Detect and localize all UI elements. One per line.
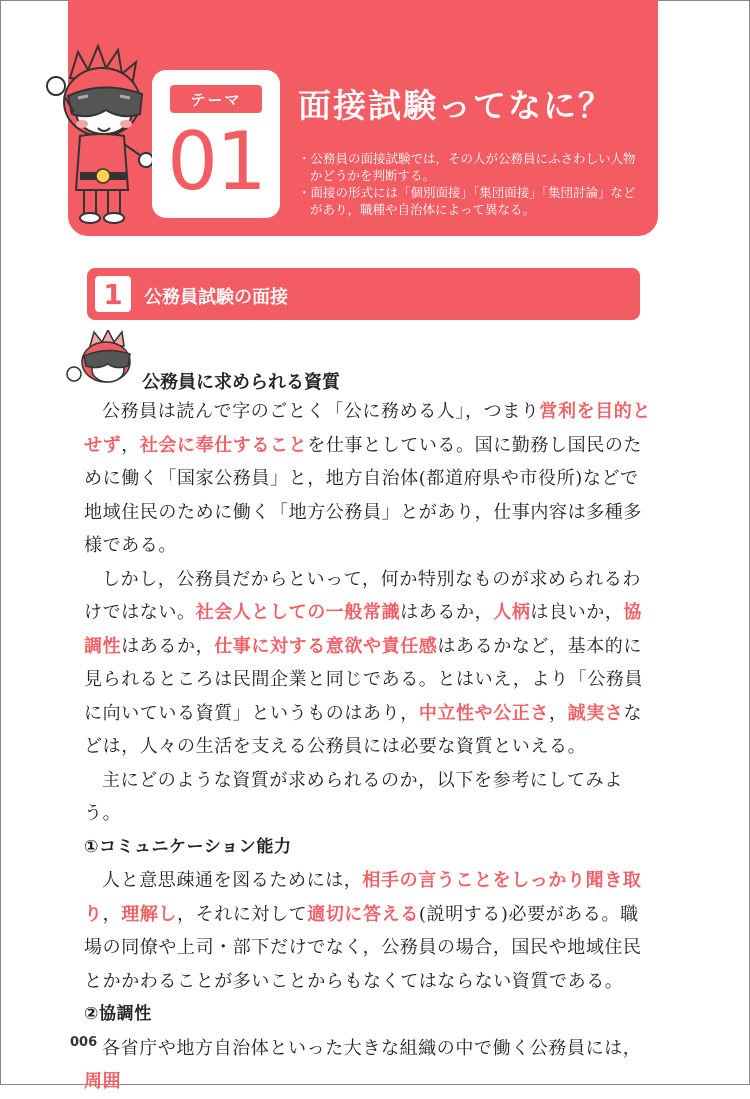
highlight-text: 誠実さ — [567, 702, 624, 724]
page-title: 面接試験ってなに？ — [298, 86, 613, 125]
text-run: ， — [102, 903, 122, 925]
text-run: はあるか， — [121, 635, 215, 657]
text-run: ， — [549, 702, 568, 724]
highlight-text: 中立性や公正さ — [418, 702, 550, 724]
paragraph: 主にどのような資質が求められるのか，以下を参考にしてみよう。 — [84, 769, 623, 824]
paragraph — [84, 395, 654, 563]
highlight-text: 仕事に対する意欲や責任感 — [214, 635, 438, 657]
text-run: などは，人々の生活を支える公務員には必要な資質といえる。 — [84, 702, 643, 757]
section-number: 1 — [95, 276, 131, 312]
highlight-text: 理解し — [121, 903, 178, 925]
text-run: ，それに対して — [177, 903, 308, 925]
page-number: 006 — [70, 1035, 98, 1050]
text-run: ， — [121, 434, 140, 456]
list-heading-communication: ①コミュニケーション能力 — [84, 836, 292, 857]
text-run: 公務員は読んで字のごとく「公に務める人」，つまり — [102, 401, 540, 422]
text-run: (説明する)必要がある。職場の同僚や上司・部下だけでなく，公務員の場合，国民や地域住民とかかわることが多いことからもなくてはならない資質である。 — [84, 903, 642, 992]
theme-number: 01 — [167, 115, 265, 208]
highlight-text: 社会人としての一般常識 — [195, 602, 401, 623]
highlight-text: 周囲 — [84, 1071, 122, 1092]
body-text — [84, 395, 654, 1099]
highlight-text: 営利を目的とせず — [84, 401, 652, 456]
paragraph — [84, 864, 654, 998]
list-heading-cooperation: ②協調性 — [84, 1004, 152, 1024]
text-run: を仕事としている。国に勤務し国民のために働く「国家公務員」と，地方自治体(都道府県や市役所)などで地域住民のために働く「地方公務員」とがあり，仕事内容は多種多様である。 — [84, 434, 643, 556]
highlight-text: 協調性 — [84, 602, 643, 657]
text-run: はあるか， — [400, 602, 494, 623]
highlight-text: 相手の言うことをしっかり聞き取り — [84, 870, 642, 925]
text-run: 人と意思疎通を図るためには， — [102, 870, 363, 891]
highlight-text: 適切に答える — [307, 903, 419, 925]
highlight-text: 社会に奉仕すること — [139, 434, 308, 456]
theme-label: テーマ — [170, 85, 262, 113]
mascot-monkey-illustration — [40, 40, 160, 225]
text-run: は良いか， — [530, 602, 624, 623]
text-run: しかし，公務員だからといって，何か特別なものが求められるわけではない。 — [84, 568, 642, 623]
paragraph — [84, 1032, 654, 1099]
summary-item: ・ 公務員の面接試験では，その人が公務員にふさわしい人物かどうかを判断する。 — [298, 150, 648, 184]
highlight-text: 人柄 — [493, 602, 531, 623]
text-run: 各省庁や地方自治体といった大きな組織の中で働く公務員には， — [102, 1037, 642, 1059]
section-title: 公務員試験の面接 — [144, 287, 288, 308]
summary-item: ・ 面接の形式には「個別面接」「集団面接」「集団討論」などがあり，職種や自治体によって異なる。 — [298, 184, 648, 218]
mascot-small-illustration — [64, 330, 148, 390]
subheading: 公務員に求められる資質 — [142, 372, 340, 393]
paragraph — [84, 563, 654, 764]
text-run: はあるかなど，基本的に見られるところは民間企業と同じである。とはいえ，より「公務員に向いている資質」というものはあり， — [84, 635, 644, 724]
summary-list — [298, 150, 648, 218]
